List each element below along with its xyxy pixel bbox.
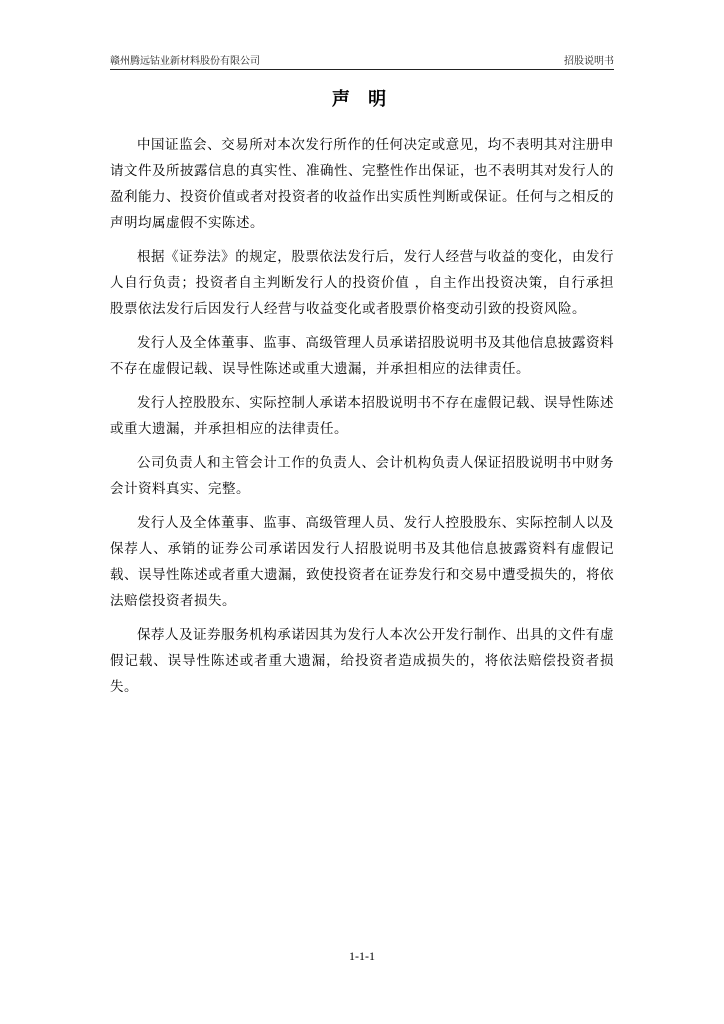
header-company-name: 赣州腾远钴业新材料股份有限公司 bbox=[110, 56, 260, 67]
declaration-body bbox=[110, 132, 614, 708]
paragraph-compensation-commitment: 发行人及全体董事、监事、高级管理人员、发行人控股股东、实际控制人以及保荐人、承销的证券公司承诺因发行人招股说明书及其他信息披露资料有虚假记载、误导性陈述或者重大遗漏，致使投资者在证券发行和交易中遭受损失的，将依法赔偿投资者损失。 bbox=[110, 515, 614, 609]
paragraph-regulator-disclaimer: 中国证监会、交易所对本次发行所作的任何决定或意见，均不表明其对注册申请文件及所披露信息的真实性、准确性、完整性作出保证，也不表明其对发行人的盈利能力、投资价值或者对投资者的收益作出实质性判断或保证。任何与之相反的声明均属虚假不实陈述。 bbox=[110, 137, 614, 231]
paragraph-sponsor-commitment: 保荐人及证券服务机构承诺因其为发行人本次公开发行制作、出具的文件有虚假记载、误导性陈述或者重大遗漏，给投资者造成损失的，将依法赔偿投资者损失。 bbox=[110, 627, 614, 695]
page-title: 声 明 bbox=[331, 89, 393, 110]
header-document-type: 招股说明书 bbox=[564, 56, 614, 67]
page-header bbox=[110, 52, 614, 70]
paragraph-accounting-guarantee: 公司负责人和主管会计工作的负责人、会计机构负责人保证招股说明书中财务会计资料真实、完整。 bbox=[110, 455, 614, 497]
paragraph-securities-law: 根据《证券法》的规定，股票依法发行后，发行人经营与收益的变化，由发行人自行负责；投资者自主判断发行人的投资价值 ，自主作出投资决策，自行承担股票依法发行后因发行人经营与收益变化或者股票价格变动引致的投资风险。 bbox=[110, 249, 614, 317]
paragraph-controller-commitment: 发行人控股股东、实际控制人承诺本招股说明书不存在虚假记载、误导性陈述或重大遗漏，并承担相应的法律责任。 bbox=[110, 395, 614, 437]
page-number: 1-1-1 bbox=[349, 949, 375, 963]
paragraph-directors-commitment: 发行人及全体董事、监事、高级管理人员承诺招股说明书及其他信息披露资料不存在虚假记载、误导性陈述或重大遗漏，并承担相应的法律责任。 bbox=[110, 335, 614, 377]
